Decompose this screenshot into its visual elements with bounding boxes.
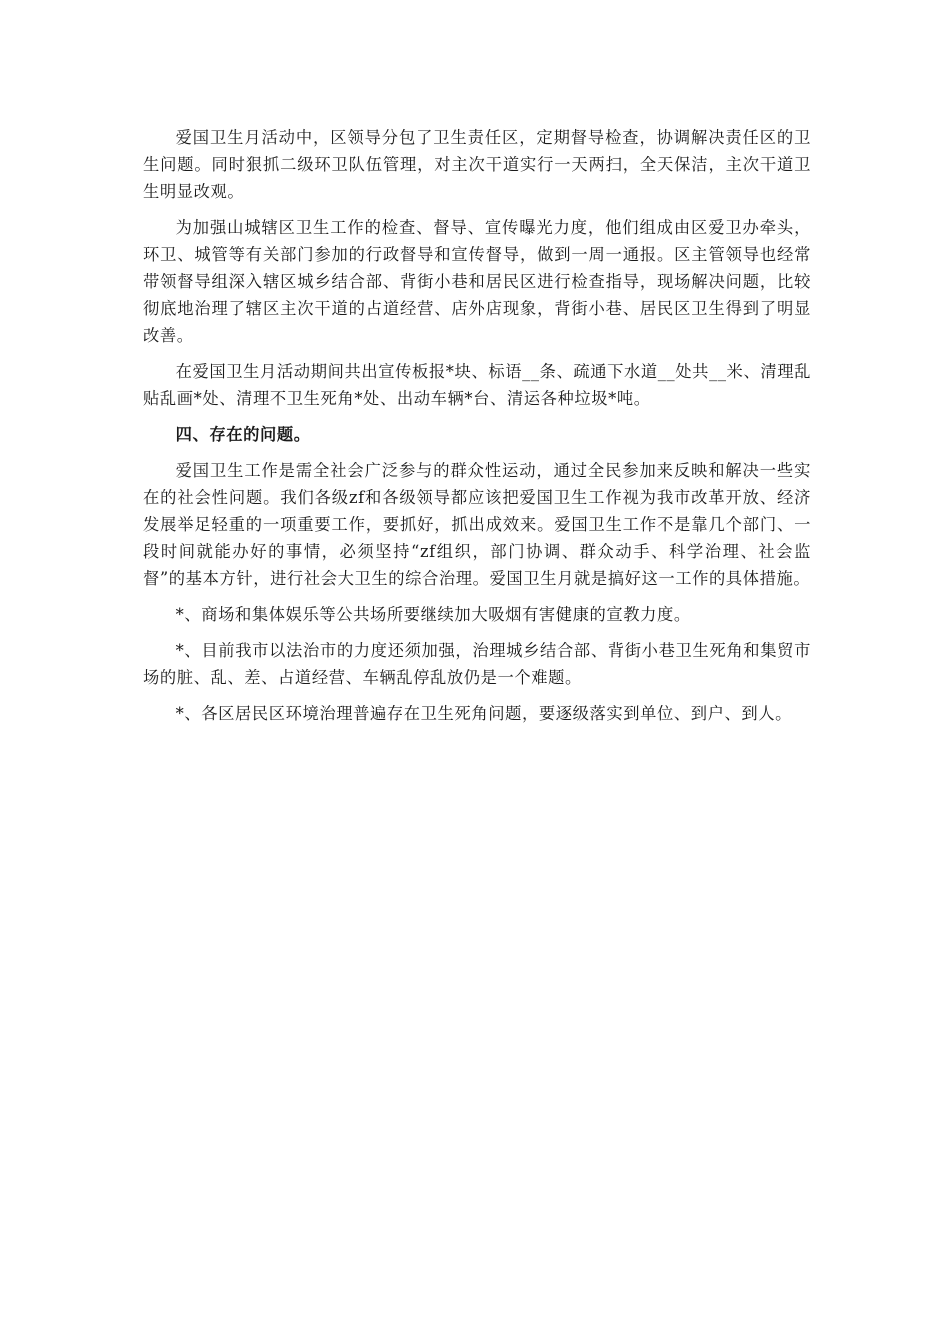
list-item-rule-of-law: *、目前我市以法治市的力度还须加强，治理城乡结合部、背街小巷卫生死角和集贸市场的脏、乱、差、占道经营、车辆乱停乱放仍是一个难题。 <box>143 641 811 687</box>
paragraph-activity-statistics: 在爱国卫生月活动期间共出宣传板报*块、标语__条、疏通下水道__处共__米、清理乱贴乱画*处、清理不卫生死角*处、出动车辆*台、清运各种垃圾*吨。 <box>143 362 811 408</box>
paragraph-district-leaders: 爱国卫生月活动中，区领导分包了卫生责任区，定期督导检查，协调解决责任区的卫生问题。同时狠抓二级环卫队伍管理，对主次干道实行一天两扫，全天保洁，主次干道卫生明显改观。 <box>143 128 811 201</box>
document-body <box>143 124 811 736</box>
list-item-residential-areas: *、各区居民区环境治理普遍存在卫生死角问题，要逐级落实到单位、到户、到人。 <box>175 704 793 723</box>
section-heading-problems: 四、存在的问题。 <box>175 425 311 444</box>
paragraph-supervision: 为加强山城辖区卫生工作的检查、督导、宣传曝光力度，他们组成由区爱卫办牵头，环卫、城管等有关部门参加的行政督导和宣传督导，做到一周一通报。区主管领导也经常带领督导组深入辖区城乡结合部、背街小巷和居民区进行检查指导，现场解决问题，比较彻底地治理了辖区主次干道的占道经营、店外店现象，背街小巷、居民区卫生得到了明显改善。 <box>143 218 811 345</box>
list-item-public-places: *、商场和集体娱乐等公共场所要继续加大吸烟有害健康的宣教力度。 <box>175 605 691 624</box>
paragraph-patriotic-health-work: 爱国卫生工作是需全社会广泛参与的群众性运动，通过全民参加来反映和解决一些实在的社会性问题。我们各级zf和各级领导都应该把爱国卫生工作视为我市改革开放、经济发展举足轻重的一项重要工作，要抓好，抓出成效来。爱国卫生工作不是靠几个部门、一段时间就能办好的事情，必须坚持“zf组织，部门协调、群众动手、科学治理、社会监督”的基本方针，进行社会大卫生的综合治理。爱国卫生月就是搞好这一工作的具体措施。 <box>143 461 811 588</box>
